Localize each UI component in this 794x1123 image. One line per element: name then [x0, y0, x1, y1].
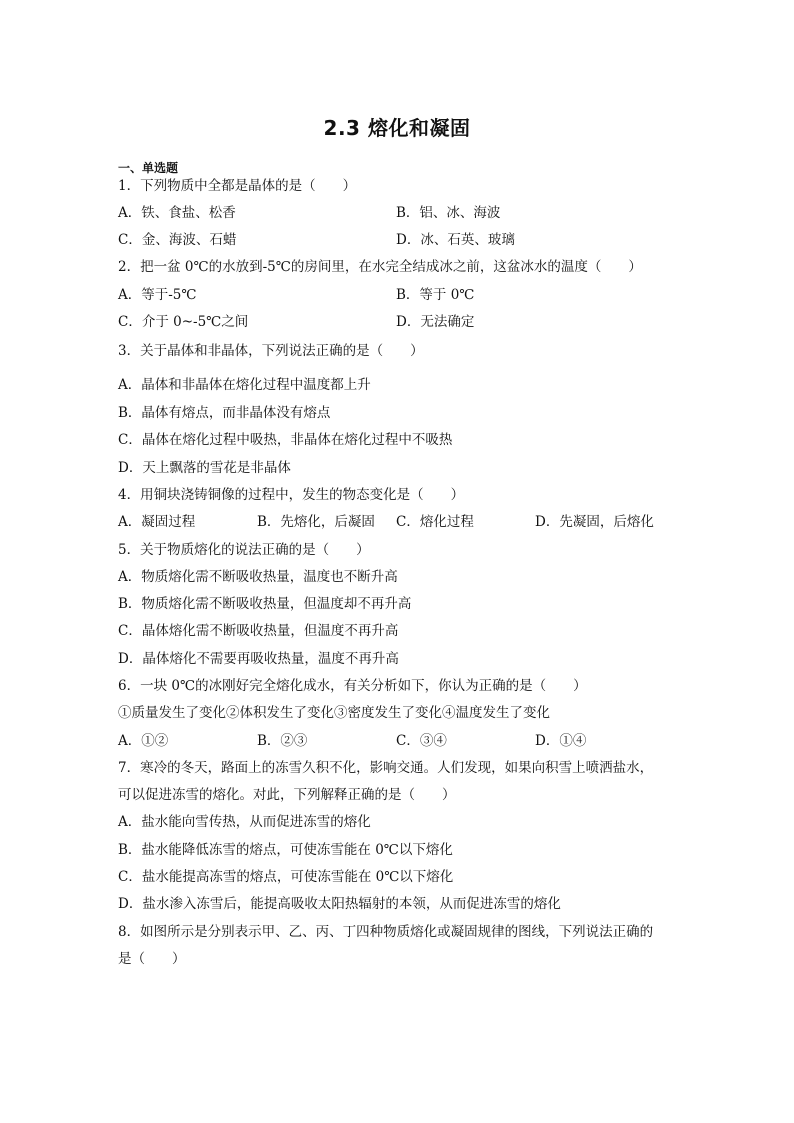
question-4-option-b[interactable]: B．先熔化，后凝固: [257, 514, 375, 530]
question-3-option-a[interactable]: A．晶体和非晶体在熔化过程中温度都上升: [118, 377, 371, 393]
question-6-option-a[interactable]: A．①②: [118, 733, 169, 749]
question-3-option-b[interactable]: B．晶体有熔点，而非晶体没有熔点: [118, 405, 331, 421]
question-3-option-d[interactable]: D．天上飘落的雪花是非晶体: [118, 460, 291, 476]
question-4-stem: 4．用铜块浇铸铜像的过程中，发生的物态变化是（ ）: [118, 487, 465, 503]
question-1-option-c[interactable]: C．金、海波、石蜡: [118, 232, 237, 248]
question-7-option-d[interactable]: D．盐水渗入冻雪后，能提高吸收太阳热辐射的本领，从而促进冻雪的熔化: [118, 896, 561, 912]
question-7-option-c[interactable]: C．盐水能提高冻雪的熔点，可使冻雪能在 0℃以下熔化: [118, 869, 454, 885]
question-5-option-a[interactable]: A．物质熔化需不断吸收热量，温度也不断升高: [118, 569, 398, 585]
question-3-option-c[interactable]: C．晶体在熔化过程中吸热，非晶体在熔化过程中不吸热: [118, 432, 453, 448]
question-7-stem-line-2: 可以促进冻雪的熔化。对此，下列解释正确的是（ ）: [118, 787, 456, 803]
section-heading: 一、单选题: [118, 161, 179, 175]
question-4-option-c[interactable]: C．熔化过程: [396, 514, 474, 530]
question-7-stem-line-1: 7．寒冷的冬天，路面上的冻雪久积不化，影响交通。人们发现，如果向积雪上喷洒盐水，: [118, 760, 654, 776]
question-5-option-d[interactable]: D．晶体熔化不需要再吸收热量，温度不再升高: [118, 651, 399, 667]
question-4-option-d[interactable]: D．先凝固，后熔化: [535, 514, 654, 530]
question-6-option-b[interactable]: B．②③: [257, 733, 308, 749]
question-6-stem: 6．一块 0℃的冰刚好完全熔化成水，有关分析如下，你认为正确的是（ ）: [118, 678, 587, 694]
question-2-option-b[interactable]: B．等于 0℃: [396, 287, 475, 303]
question-1-option-d[interactable]: D．冰、石英、玻璃: [396, 232, 515, 248]
question-6-option-d[interactable]: D．①④: [535, 733, 587, 749]
page-title: 2.3 熔化和凝固: [323, 116, 471, 140]
question-7-option-a[interactable]: A．盐水能向雪传热，从而促进冻雪的熔化: [118, 814, 371, 830]
question-5-option-c[interactable]: C．晶体熔化需不断吸收热量，但温度不再升高: [118, 623, 399, 639]
question-2-option-a[interactable]: A．等于-5℃: [118, 287, 197, 303]
question-5-option-b[interactable]: B．物质熔化需不断吸收热量，但温度却不再升高: [118, 596, 412, 612]
question-2-option-d[interactable]: D．无法确定: [396, 314, 475, 330]
question-7-option-b[interactable]: B．盐水能降低冻雪的熔点，可使冻雪能在 0℃以下熔化: [118, 842, 453, 858]
question-6-option-c[interactable]: C．③④: [396, 733, 447, 749]
question-1-option-b[interactable]: B．铝、冰、海波: [396, 205, 501, 221]
question-2-option-c[interactable]: C．介于 0~-5℃之间: [118, 314, 249, 330]
question-4-option-a[interactable]: A．凝固过程: [118, 514, 196, 530]
question-3-stem: 3．关于晶体和非晶体，下列说法正确的是（ ）: [118, 343, 424, 359]
question-6-statements: ①质量发生了变化②体积发生了变化③密度发生了变化④温度发生了变化: [118, 705, 550, 721]
question-8-stem-line-2: 是（ ）: [118, 951, 186, 967]
question-1-option-a[interactable]: A．铁、食盐、松香: [118, 205, 236, 221]
question-8-stem-line-1: 8．如图所示是分别表示甲、乙、丙、丁四种物质熔化或凝固规律的图线，下列说法正确的: [118, 924, 654, 940]
question-2-stem: 2．把一盆 0℃的水放到-5℃的房间里，在水完全结成冰之前，这盆冰水的温度（ ）: [118, 259, 642, 275]
question-1-stem: 1．下列物质中全都是晶体的是（ ）: [118, 178, 357, 194]
question-5-stem: 5．关于物质熔化的说法正确的是（ ）: [118, 542, 370, 558]
